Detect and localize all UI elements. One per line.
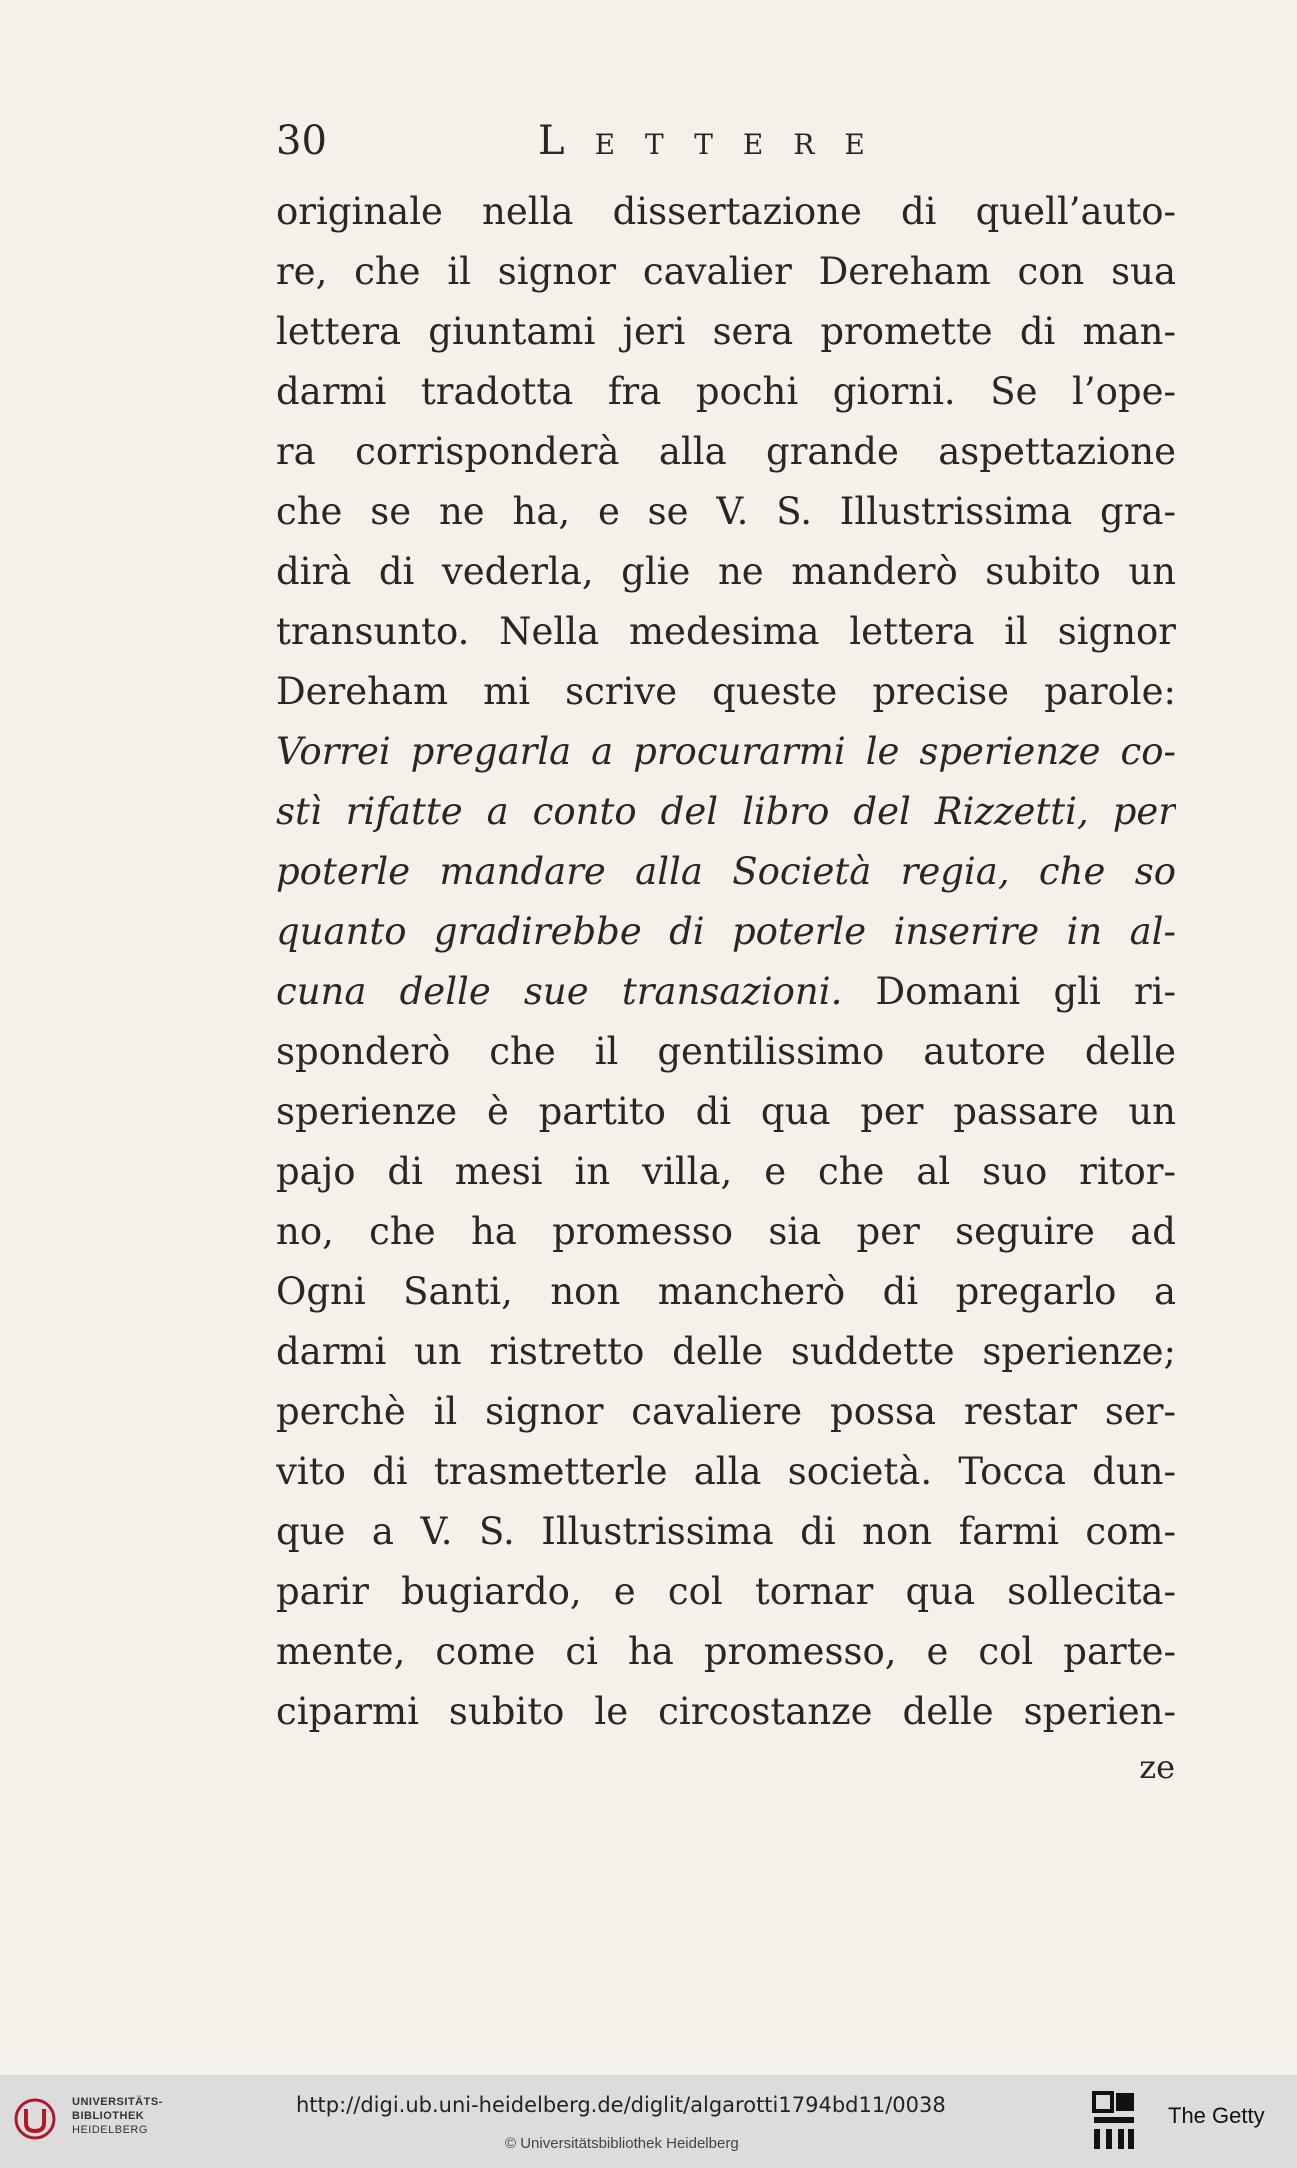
text-line: dirà di vederla, glie ne manderò subito un: [276, 550, 1176, 593]
text-line: lettera giuntami jeri sera promette di man-: [276, 310, 1176, 353]
institution-name: [72, 2095, 163, 2137]
permalink-url[interactable]: http://digi.ub.uni-heidelberg.de/diglit/algarotti1794bd11/0038: [296, 2093, 946, 2117]
quoted-text-line: quanto gradirebbe di poterle inserire in al-: [276, 910, 1176, 953]
institution-line: HEIDELBERG: [72, 2124, 148, 2136]
text-line: parir bugiardo, e col tornar qua sollecita-: [276, 1570, 1176, 1613]
text-line: re, che il signor cavalier Dereham con sua: [276, 250, 1176, 293]
text-line: Dereham mi scrive queste precise parole:: [276, 670, 1176, 713]
text-line: Ogni Santi, non mancherò di pregarlo a: [276, 1270, 1176, 1313]
text-line: no, che ha promesso sia per seguire ad: [276, 1210, 1176, 1253]
text-line: sponderò che il gentilissimo autore delle: [276, 1030, 1176, 1073]
text-line: ciparmi subito le circostanze delle sperien-: [276, 1690, 1176, 1733]
footer-bar: [0, 2075, 1297, 2168]
catchword: ze: [1139, 1748, 1175, 1786]
copyright-notice: © Universitätsbibliothek Heidelberg: [505, 2135, 739, 2152]
institution-line: BIBLIOTHEK: [72, 2110, 145, 2122]
page-header: [276, 118, 1176, 178]
partner-name: The Getty: [1168, 2103, 1265, 2128]
quoted-text-line: poterle mandare alla Società regia, che so: [276, 850, 1176, 893]
page-number: 30: [276, 118, 327, 164]
text-line-mixed: [276, 962, 1176, 1022]
text-line: ra corrisponderà alla grande aspettazione: [276, 430, 1176, 473]
university-library-logo-icon: [14, 2095, 56, 2143]
text-line: mente, come ci ha promesso, e col parte-: [276, 1630, 1176, 1673]
text-line: vito di trasmetterle alla società. Tocca dun-: [276, 1450, 1176, 1493]
text-line-continuation: Domani gli ri-: [842, 970, 1176, 1013]
text-line: darmi un ristretto delle suddette sperienze;: [276, 1330, 1176, 1373]
quoted-text-line: Vorrei pregarla a procurarmi le sperienze co-: [276, 730, 1176, 773]
institution-line: UNIVERSITÄTS-: [72, 2096, 163, 2108]
text-line: pajo di mesi in villa, e che al suo ritor-: [276, 1150, 1176, 1193]
text-line: originale nella dissertazione di quell’auto-: [276, 190, 1176, 233]
text-line: perchè il signor cavaliere possa restar ser-: [276, 1390, 1176, 1433]
running-title: Lettere: [538, 118, 895, 164]
quoted-text-line: stì rifatte a conto del libro del Rizzetti, per: [276, 790, 1176, 833]
text-line: che se ne ha, e se V. S. Illustrissima gra-: [276, 490, 1176, 533]
body-text: [276, 182, 1176, 1742]
text-line: sperienze è partito di qua per passare un: [276, 1090, 1176, 1133]
text-line: transunto. Nella medesima lettera il signor: [276, 610, 1176, 653]
text-line: darmi tradotta fra pochi giorni. Se l’ope-: [276, 370, 1176, 413]
quoted-text-end: cuna delle sue transazioni.: [276, 970, 843, 1013]
getty-logo-icon: [1092, 2089, 1138, 2153]
text-line: que a V. S. Illustrissima di non farmi com-: [276, 1510, 1176, 1553]
